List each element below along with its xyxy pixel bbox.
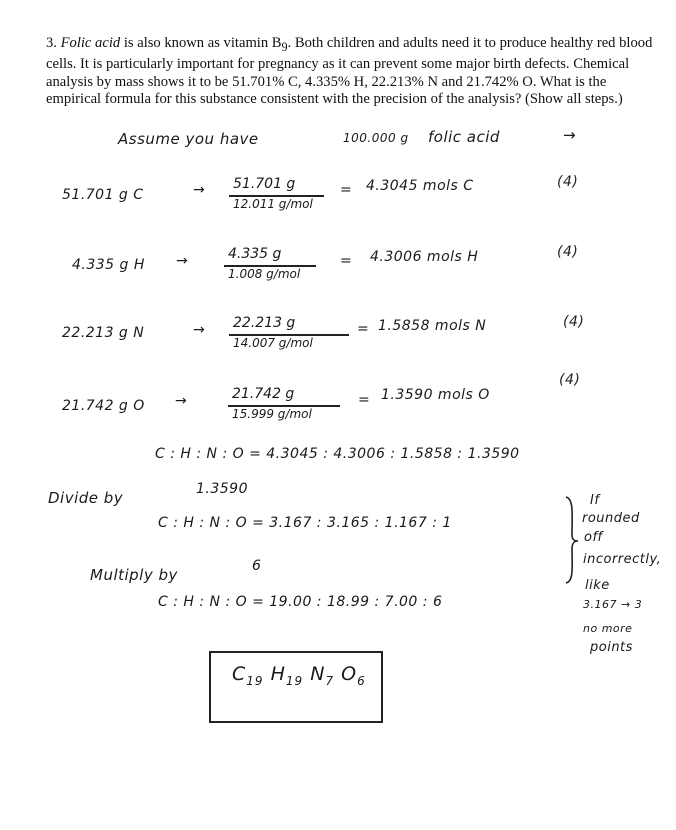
note-line-1: If: [590, 493, 600, 508]
row-h-denominator: 1.008 g/mol: [228, 267, 301, 281]
row-h-equals: =: [340, 253, 353, 269]
row-h-given: 4.335 g H: [72, 257, 145, 273]
row-c-arrow: →: [193, 182, 206, 198]
row-o-given: 21.742 g O: [62, 398, 145, 414]
row-n-result: 1.5858 mols N: [378, 318, 487, 334]
question-text-2: . Both children and adults need it to produce healthy red blood cells. It is particularly important for pregnancy as it can prevent some major birth defects. Chemical analysis by mass shows it to be 51.701% C, 4.335% H, 22.213% N and 21.742% O. What is the empirical formula for this substance consistent with the precision of the analysis? (Show all steps.): [46, 35, 653, 108]
question-subject: Folic acid: [60, 35, 121, 51]
question-text: [46, 35, 656, 109]
row-h-result: 4.3006 mols H: [370, 249, 479, 265]
multiply-value: 6: [252, 558, 262, 574]
row-h-points: (4): [557, 244, 579, 260]
question-number: 3.: [46, 35, 57, 51]
assume-mass: 100.000 g: [343, 131, 409, 145]
row-c-given: 51.701 g C: [62, 187, 144, 203]
row-o-equals: =: [358, 392, 371, 408]
formula-c-sub: 19: [246, 673, 264, 688]
row-c-equals: =: [340, 182, 353, 198]
divide-value: 1.3590: [196, 481, 248, 497]
question-text-1: is also known as vitamin B: [120, 35, 282, 51]
note-line-2: rounded: [582, 511, 640, 526]
formula-o-sub: 6: [357, 673, 366, 688]
formula-o: O: [341, 663, 358, 685]
vitamin-subscript: 9: [281, 39, 288, 54]
multiply-label: Multiply by: [90, 566, 178, 584]
row-c-numerator: 51.701 g: [233, 176, 296, 192]
row-h-numerator: 4.335 g: [228, 246, 282, 262]
note-line-7: no more: [583, 622, 633, 635]
formula-c: C: [232, 663, 247, 685]
note-line-5: like: [585, 578, 610, 593]
row-c-points: (4): [557, 174, 579, 190]
row-h-arrow: →: [176, 253, 189, 269]
row-o-points: (4): [559, 372, 581, 388]
mole-ratio: C : H : N : O = 4.3045 : 4.3006 : 1.5858 : 1.3590: [155, 446, 520, 462]
row-n-numerator: 22.213 g: [233, 315, 296, 331]
row-n-given: 22.213 g N: [62, 325, 145, 341]
note-line-6: 3.167 → 3: [583, 598, 643, 611]
formula-n-sub: 7: [325, 673, 335, 688]
formula-h: H: [270, 663, 286, 685]
row-o-arrow: →: [175, 393, 188, 409]
note-line-8: points: [590, 640, 633, 655]
note-line-3: off: [584, 530, 603, 545]
divide-label: Divide by: [48, 489, 124, 507]
row-c-result: 4.3045 mols C: [366, 178, 474, 194]
row-n-denominator: 14.007 g/mol: [233, 336, 313, 350]
row-n-equals: =: [357, 321, 370, 337]
row-o-result: 1.3590 mols O: [381, 387, 490, 403]
row-n-arrow: →: [193, 322, 206, 338]
row-o-numerator: 21.742 g: [232, 386, 295, 402]
assume-substance: folic acid: [428, 128, 500, 146]
curly-brace: [562, 495, 582, 585]
formula-n: N: [310, 663, 326, 685]
assume-arrow: →: [563, 126, 577, 144]
note-line-4: incorrectly,: [583, 552, 662, 567]
empirical-formula: [232, 663, 366, 688]
row-n-points: (4): [563, 314, 585, 330]
assume-text: Assume you have: [118, 130, 259, 148]
ratio-after-multiply: C : H : N : O = 19.00 : 18.99 : 7.00 : 6: [158, 594, 443, 610]
row-c-denominator: 12.011 g/mol: [233, 197, 313, 211]
ratio-after-divide: C : H : N : O = 3.167 : 3.165 : 1.167 : 1: [158, 515, 452, 531]
formula-h-sub: 19: [285, 673, 304, 688]
row-o-denominator: 15.999 g/mol: [232, 407, 312, 421]
